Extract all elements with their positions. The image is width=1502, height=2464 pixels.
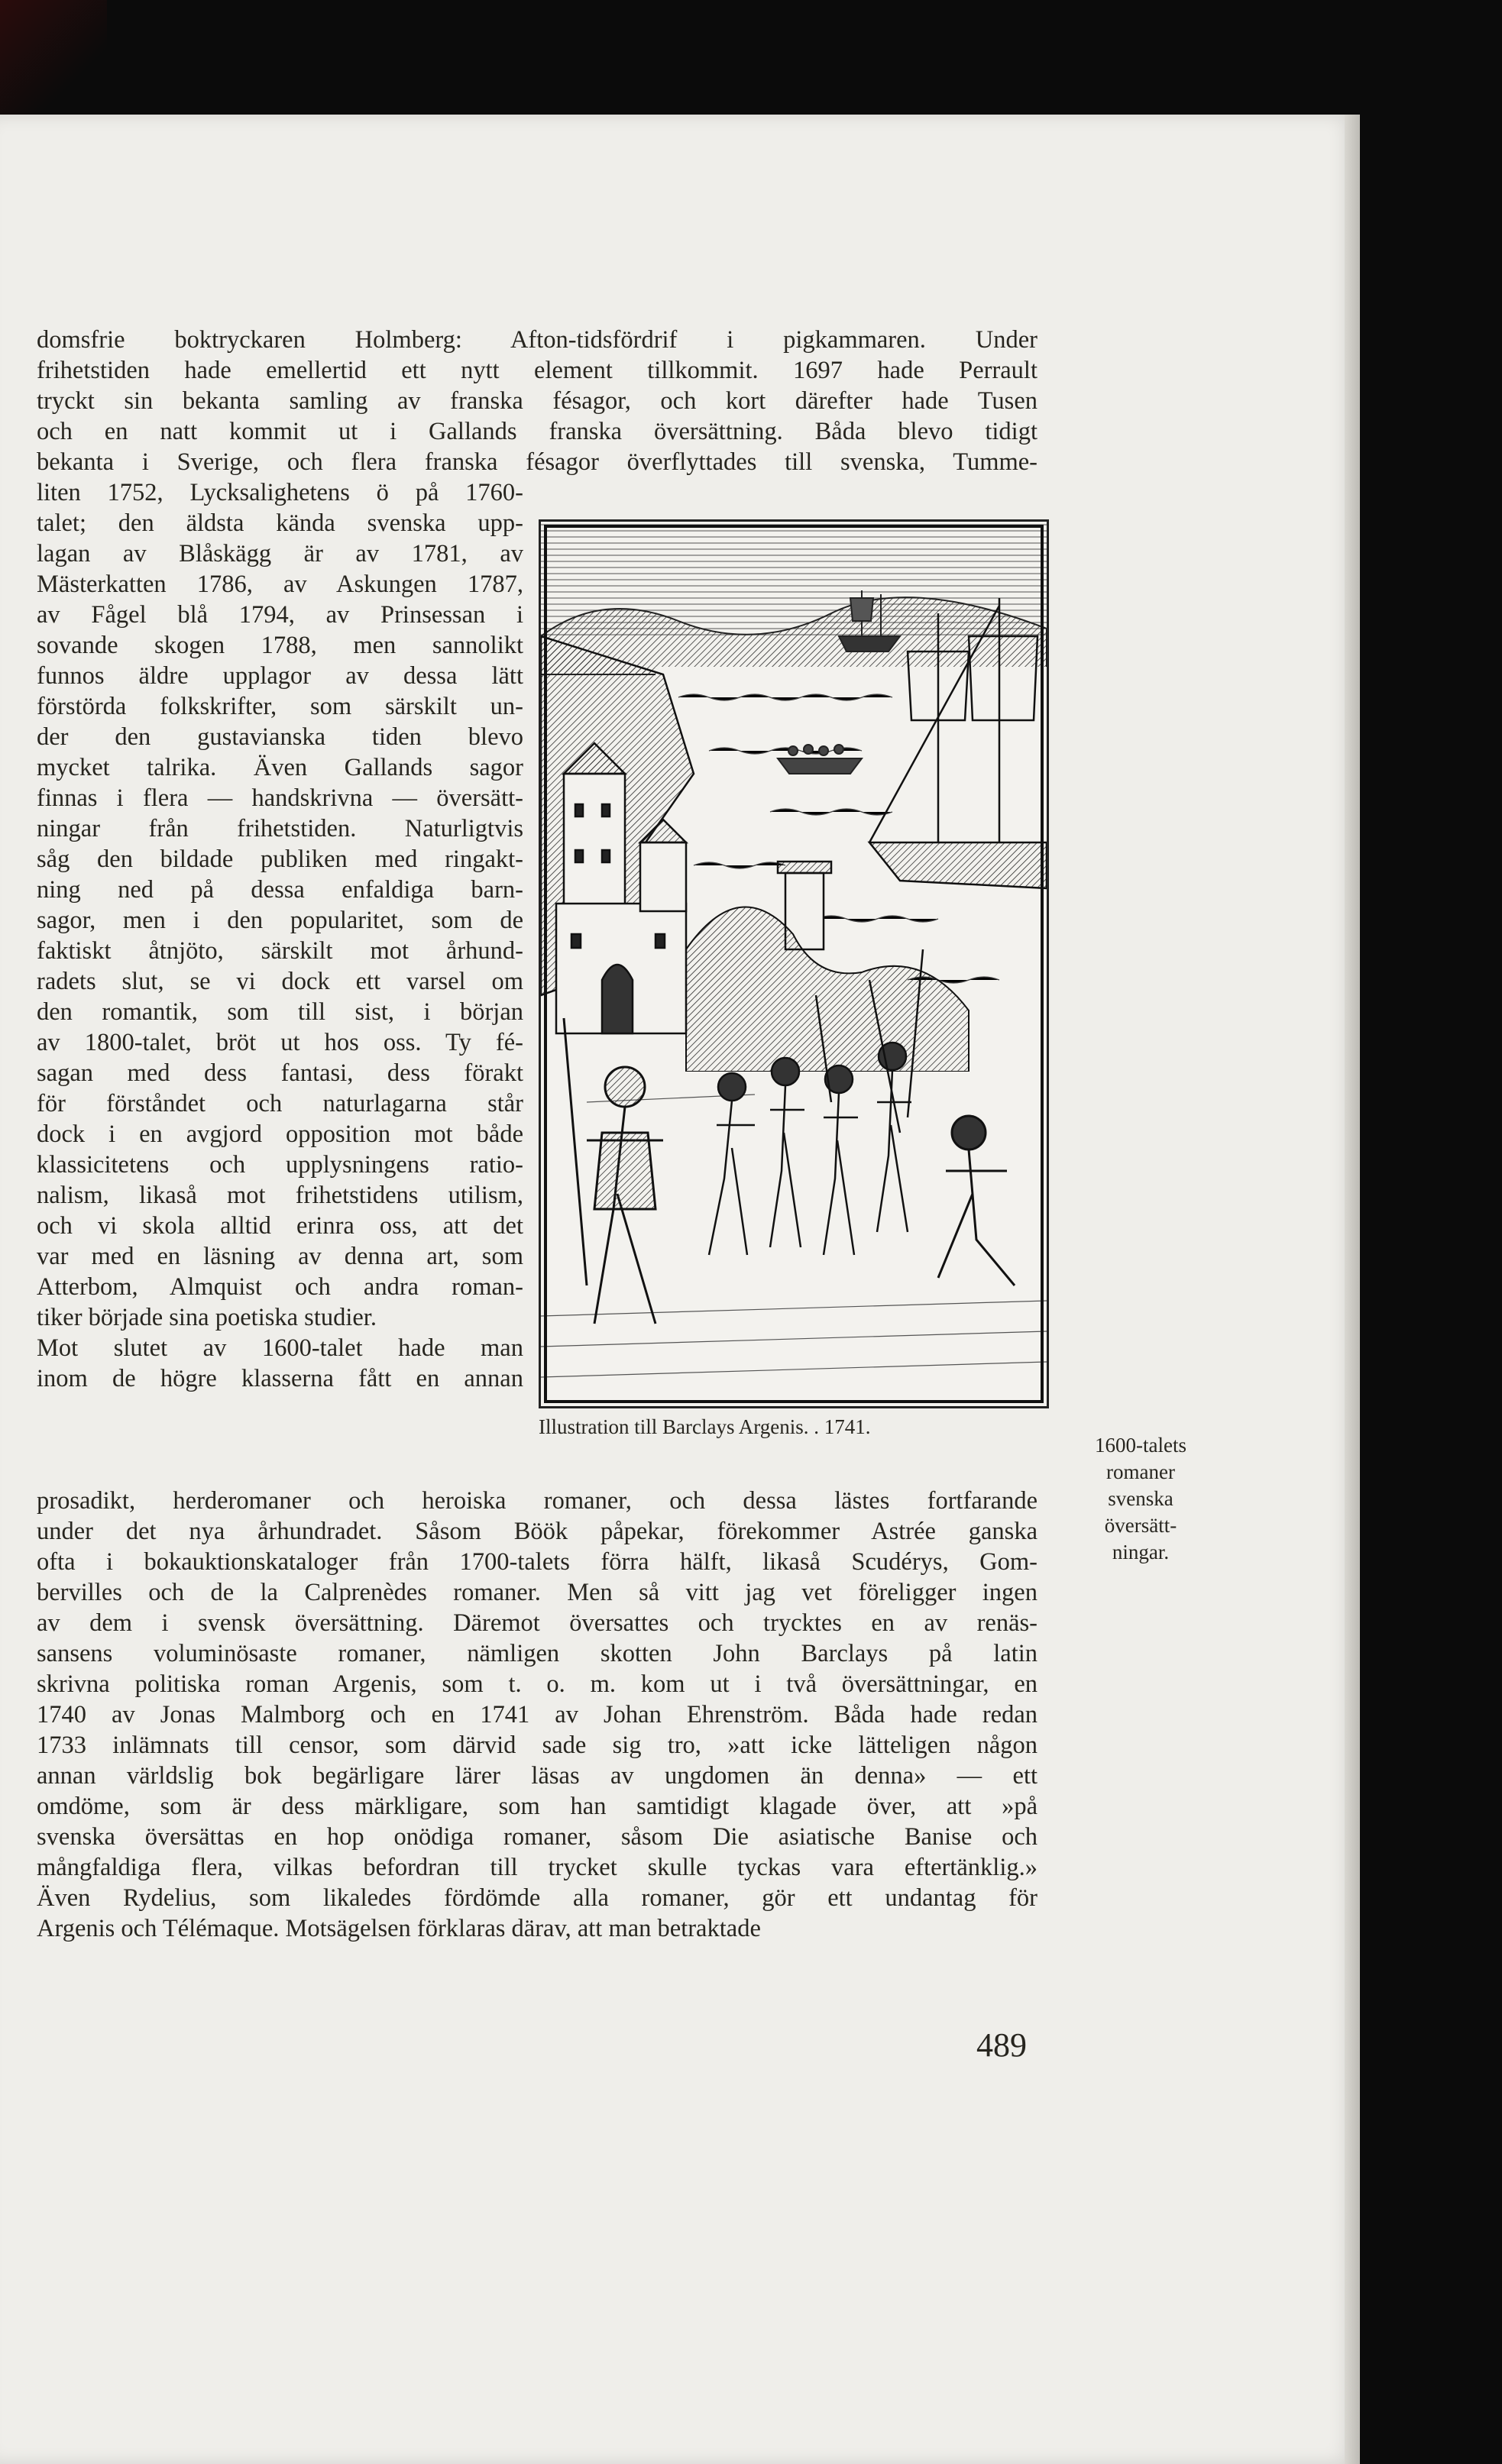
text-line: ofta i bokauktionskataloger från 1700-talets förra hälft, likaså Scudérys, Gom- (37, 1548, 1037, 1576)
text-line: domsfrie boktryckaren Holmberg: Afton-tidsfördrif i pigkammaren. Under (37, 326, 1037, 354)
text-line: var med en läsning av denna art, som (37, 1243, 523, 1270)
text-line: bervilles och de la Calprenèdes romaner. Men så vitt jag vet föreligger ingen (37, 1579, 1037, 1606)
woodcut-drawing (541, 522, 1047, 1406)
text-line: sagan med dess fantasi, dess förakt (37, 1059, 523, 1087)
text-line: ningar från frihetstiden. Naturligtvis (37, 815, 523, 842)
text-line: sovande skogen 1788, men sannolikt (37, 632, 523, 659)
margin-note (1060, 1432, 1221, 1566)
text-line: den romantik, som till sist, i början (37, 998, 523, 1026)
margin-note-line: romaner (1106, 1460, 1175, 1483)
text-line: inom de högre klasserna fått en annan (37, 1365, 523, 1392)
text-line: bekanta i Sverige, och flera franska fésagor överflyttades till svenska, Tumme- (37, 448, 1037, 476)
text-line: tiker började sina poetiska studier. (37, 1304, 377, 1331)
text-line: frihetstiden hade emellertid ett nytt element tillkommit. 1697 hade Perrault (37, 357, 1037, 384)
bottom-paragraph (37, 1486, 1037, 1944)
text-line: sagor, men i den popularitet, som de (37, 907, 523, 934)
text-line: tryckt sin bekanta samling av franska fésagor, och kort därefter hade Tusen (37, 387, 1037, 415)
margin-note-line: översätt- (1104, 1514, 1177, 1537)
text-line: Atterbom, Almquist och andra roman- (37, 1273, 523, 1301)
text-line: ning ned på dessa enfaldiga barn- (37, 876, 523, 904)
text-line: faktiskt åtnjöto, särskilt mot århund- (37, 937, 523, 965)
text-line: förstörda folkskrifter, som särskilt un- (37, 693, 523, 720)
text-line: av Fågel blå 1794, av Prinsessan i (37, 601, 523, 629)
text-line: omdöme, som är dess märkligare, som han samtidigt klagade över, att »på (37, 1793, 1037, 1820)
page-number: 489 (976, 2026, 1027, 2064)
text-line: annan världslig bok begärligare lärer läsas av ungdomen än denna» — ett (37, 1762, 1037, 1790)
text-line: klassicitetens och upplysningens ratio- (37, 1151, 523, 1179)
text-line: svenska översättas en hop onödiga romaner, såsom Die asiatische Banise och (37, 1823, 1037, 1851)
top-paragraph (37, 325, 1037, 477)
text-line: radets slut, se vi dock ett varsel om (37, 968, 523, 995)
text-line: skrivna politiska roman Argenis, som t. o. m. kom ut i två översättningar, en (37, 1670, 1037, 1698)
text-line: mycket talrika. Även Gallands sagor (37, 754, 523, 781)
text-line: Mästerkatten 1786, av Askungen 1787, (37, 571, 523, 598)
text-line: nalism, likaså mot frihetstidens utilism, (37, 1182, 523, 1209)
woodcut-illustration (539, 519, 1049, 1408)
margin-note-line: 1600-talets (1095, 1434, 1186, 1457)
text-line: såg den bildade publiken med ringakt- (37, 846, 523, 873)
text-line: av 1800-talet, bröt ut hos oss. Ty fé- (37, 1029, 523, 1056)
text-line: liten 1752, Lycksalighetens ö på 1760- (37, 479, 523, 506)
text-line: under det nya århundradet. Såsom Böök påpekar, förekommer Astrée ganska (37, 1518, 1037, 1545)
text-line: och vi skola alltid erinra oss, att det (37, 1212, 523, 1240)
text-line: 1733 inlämnats till censor, som därvid sade sig tro, »att icke lätteligen någon (37, 1732, 1037, 1759)
margin-note-line: ningar. (1112, 1541, 1170, 1563)
text-line: sansens voluminösaste romaner, nämligen skotten John Barclays på latin (37, 1640, 1037, 1667)
margin-note-line: svenska (1108, 1487, 1173, 1510)
text-line: prosadikt, herderomaner och heroiska romaner, och dessa lästes fortfarande (37, 1487, 1037, 1515)
page-edge-shadow (1345, 115, 1360, 2464)
text-line: funnos äldre upplagor av dessa lätt (37, 662, 523, 690)
text-line: för förståndet och naturlagarna står (37, 1090, 523, 1117)
illustration-caption: Illustration till Barclays Argenis. . 1741. (539, 1415, 871, 1438)
scan-border-corner (0, 0, 107, 115)
text-line: talet; den äldsta kända svenska upp- (37, 509, 523, 537)
text-line: 1740 av Jonas Malmborg och en 1741 av Johan Ehrenström. Båda hade redan (37, 1701, 1037, 1728)
text-line: lagan av Blåskägg är av 1781, av (37, 540, 523, 567)
text-line: der den gustavianska tiden blevo (37, 723, 523, 751)
text-line: Även Rydelius, som likaledes fördömde alla romaner, gör ett undantag för (37, 1884, 1037, 1912)
text-line: av dem i svensk översättning. Däremot översattes och trycktes en av renäs- (37, 1609, 1037, 1637)
text-line: dock i en avgjord opposition mot både (37, 1120, 523, 1148)
text-line: och en natt kommit ut i Gallands franska översättning. Båda blevo tidigt (37, 418, 1037, 445)
text-line: mångfaldiga flera, vilkas befordran till trycket skulle tyckas vara eftertänklig.» (37, 1854, 1037, 1881)
narrow-column-paragraph (37, 477, 523, 1394)
text-line: Mot slutet av 1600-talet hade man (37, 1334, 523, 1362)
text-line: finnas i flera — handskrivna — översätt- (37, 784, 523, 812)
text-line: Argenis och Télémaque. Motsägelsen förklaras därav, att man betraktade (37, 1915, 761, 1942)
